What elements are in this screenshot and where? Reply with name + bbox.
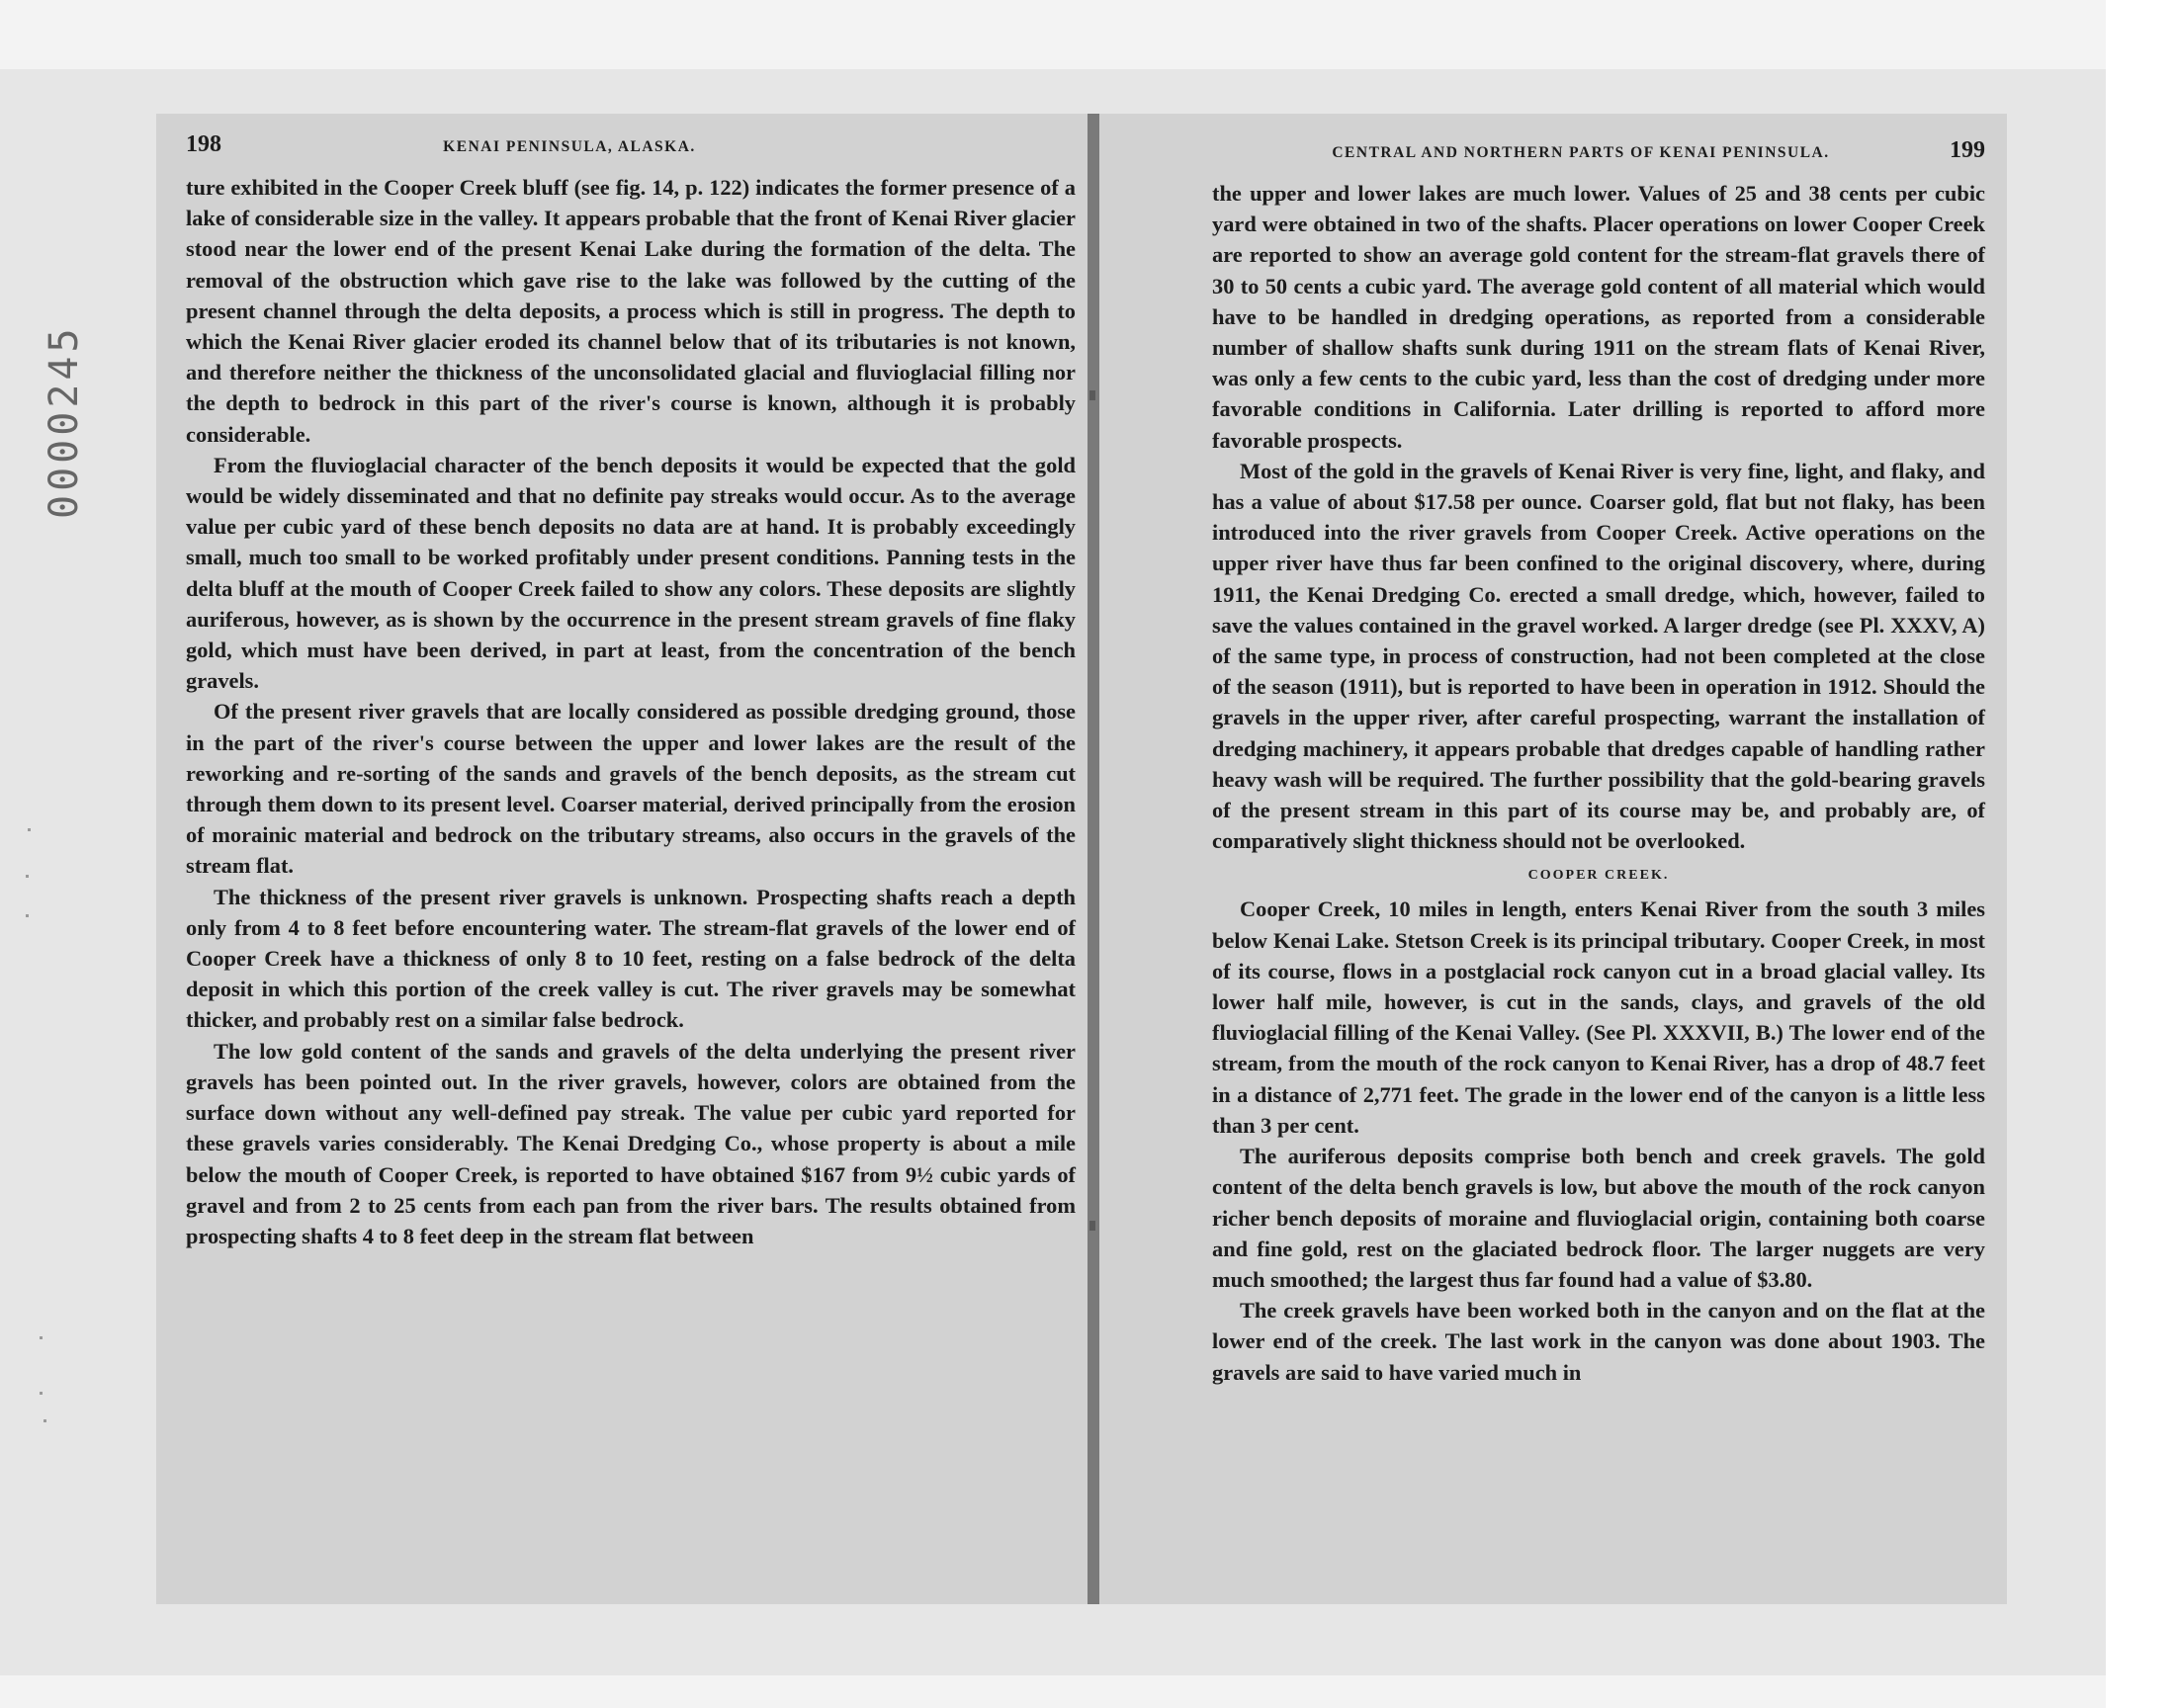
right-page	[1099, 114, 2007, 1604]
frame-edge	[2106, 0, 2175, 1708]
paragraph: The creek gravels have been worked both in the canyon and on the flat at the lower end of the creek. The last work in the canyon was done about 1903. The gravels are said to have varied much in	[1212, 1298, 1985, 1385]
section-heading: COOPER CREEK.	[1527, 868, 1670, 884]
page-number: 199	[1950, 137, 1985, 163]
paragraph: the upper and lower lakes are much lower. Values of 25 and 38 cents per cubic yard were obtained in two of the shafts. Placer operations on lower Cooper Creek are reported to show an average gold content for the stream-flat gravels there of 30 to 50 cents a cubic yard. The average gold content of all material which would have to be handled in dredging operations, as reported from a considerable number of shallow shafts sunk during 1911 on the stream flats of Kenai River, was only a few cents to the cubic yard, less than the cost of dredging under more favorable conditions in California. Later drilling is reported to afford more favorable prospects.	[1212, 181, 1985, 453]
left-page	[156, 114, 1093, 1604]
page-number: 198	[186, 131, 221, 157]
running-head: KENAI PENINSULA, ALASKA.	[443, 138, 696, 155]
paragraph: ture exhibited in the Cooper Creek bluff (see fig. 14, p. 122) indicates the former presence of a lake of considerable size in the valley. It appears probable that the front of Kenai River glacier stood near the lower end of the present Kenai Lake during the formation of the delta. The removal of the obstruction which gave rise to the lake was followed by the cutting of the present channel through the delta deposits, a process which is still in progress. The depth to which the Kenai River glacier eroded its channel below that of its tributaries is not known, and therefore neither the thickness of the unconsolidated glacial and fluvioglacial filling nor the depth to bedrock in this part of the river's course is known, although it is probably considerable.	[186, 175, 1076, 447]
paragraph: From the fluvioglacial character of the bench deposits it would be expected that the gold would be widely disseminated and that no definite pay streaks would occur. As to the average value per cubic yard of these bench deposits no data are at hand. It is probably exceedingly small, much too small to be worked profitably under present conditions. Panning tests in the delta bluff at the mouth of Cooper Creek failed to show any colors. These deposits are slightly auriferous, however, as is shown by the occurrence in the present stream gravels of fine flaky gold, which must have been derived, in part at least, from the concentration of the bench gravels.	[186, 452, 1076, 694]
paragraph: Of the present river gravels that are locally considered as possible dredging ground, those in the part of the river's course between the upper and lower lakes are the result of the reworking and re-sorting of the sands and gravels of the bench deposits, as the stream cut through them down to its present level. Coarser material, derived principally from the erosion of morainic material and bedrock on the tributary streams, also occurs in the gravels of the stream flat.	[186, 699, 1076, 879]
spine-mark	[1089, 390, 1095, 400]
paragraph: The low gold content of the sands and gravels of the delta underlying the present river gravels has been pointed out. In the river gravels, however, colors are obtained from the surface down without any well-defined pay streak. The value per cubic yard reported for these gravels varies considerably. The Kenai Dredging Co., whose property is about a mile below the mouth of Cooper Creek, is reported to have obtained $167 from 9½ cubic yards of gravel and from 2 to 25 cents from each pan from the river bars. The results obtained from prospecting shafts 4 to 8 feet deep in the stream flat between	[186, 1038, 1076, 1248]
paragraph: Cooper Creek, 10 miles in length, enters Kenai River from the south 3 miles below Kenai Lake. Stetson Creek is its principal tributary. Cooper Creek, in most of its course, flows in a postglacial rock canyon cut in a broad glacial valley. Its lower half mile, however, is cut in the sands, clays, and gravels of the old fluvioglacial filling of the Kenai Valley. (See Pl. XXXVII, B.) The lower end of the stream, from the mouth of the rock canyon to Kenai River, has a drop of 48.7 feet in a distance of 2,771 feet. The grade in the lower end of the canyon is a little less than 3 per cent.	[1212, 897, 1985, 1138]
reel-id-text: 0000245	[42, 324, 87, 519]
paragraph: Most of the gold in the gravels of Kenai River is very fine, light, and flaky, and has a value of about $17.58 per ounce. Coarser gold, flat but not flaky, has been introduced into the river gravels from Cooper Creek. Active operations on the upper river have thus far been confined to the original discovery, where, during 1911, the Kenai Dredging Co. erected a small dredge, which, however, failed to save the values contained in the gravel worked. A larger dredge (see Pl. XXXV, A) of the same type, in process of construction, had not been completed at the close of the season (1911), but is reported to have been in operation in 1912. Should the gravels in the upper river, after careful prospecting, warrant the installation of dredging machinery, it appears probable that dredges capable of handling rather heavy wash will be required. The further possibility that the gold-bearing gravels of the present stream in this part of its course may be, and probably are, of comparatively slight thickness should not be overlooked.	[1212, 458, 1985, 854]
running-head: CENTRAL AND NORTHERN PARTS OF KENAI PENINSULA.	[1332, 144, 1830, 161]
spine-mark	[1089, 1221, 1095, 1231]
left-page-header	[186, 131, 1076, 158]
paragraph: The thickness of the present river gravels is unknown. Prospecting shafts reach a depth only from 4 to 8 feet before encountering water. The stream-flat gravels of the lower end of Cooper Creek have a thickness of only 8 to 10 feet, resting on a false bedrock of the delta deposit in which this portion of the creek valley is cut. The river gravels may be somewhat thicker, and probably rest on a similar false bedrock.	[186, 884, 1076, 1033]
right-page-header	[1212, 137, 1985, 164]
paragraph: The auriferous deposits comprise both bench and creek gravels. The gold content of the delta bench gravels is low, but above the mouth of the rock canyon richer bench deposits of moraine and fluvioglacial origin, containing both coarse and fine gold, rest on the glaciated bedrock floor. The larger nuggets are very much smoothed; the largest thus far found had a value of $3.80.	[1212, 1144, 1985, 1292]
